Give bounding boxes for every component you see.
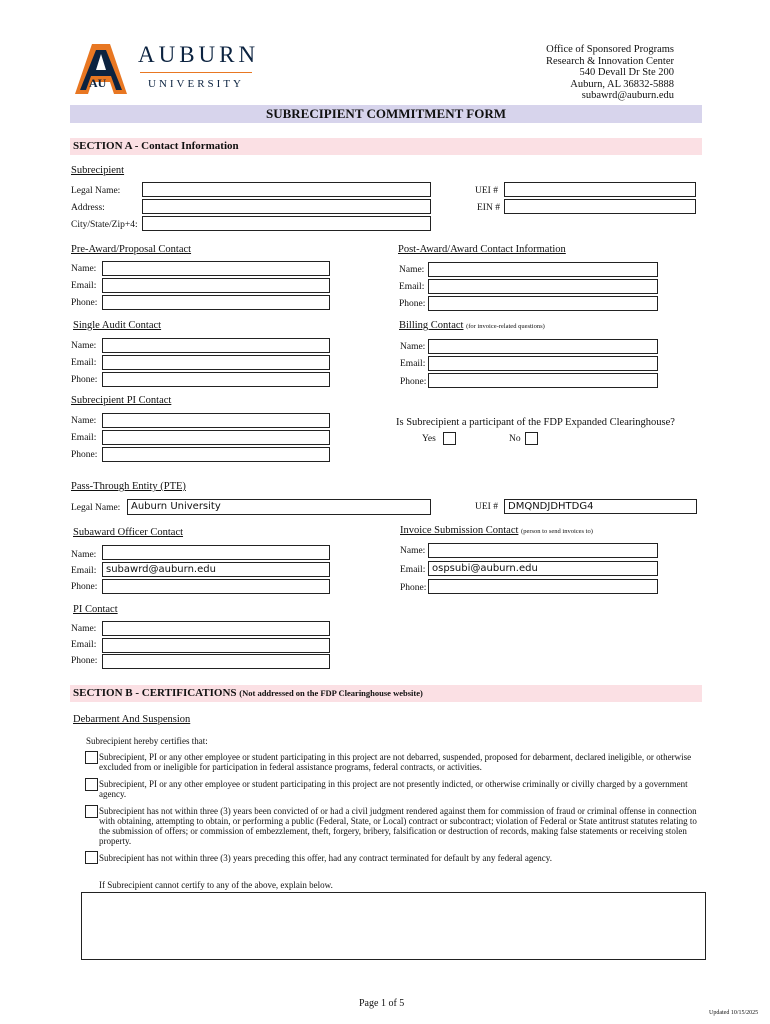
fdp-yes-checkbox[interactable] [443, 432, 456, 445]
inv-name-label: Name: [400, 546, 426, 556]
auburn-logo [72, 40, 262, 98]
logo-rule [140, 72, 252, 73]
single-audit-name-field[interactable] [102, 338, 330, 353]
sub-pi-phone-field[interactable] [102, 447, 330, 462]
subrecipient-heading: Subrecipient [71, 165, 125, 176]
city-field[interactable] [142, 216, 431, 231]
pre-award-phone-label: Phone: [71, 298, 98, 308]
pi-name-label: Name: [71, 624, 97, 634]
inv-name-field[interactable] [428, 543, 658, 558]
city-label: City/State/Zip+4: [71, 220, 138, 230]
pte-legal-name-field[interactable]: Auburn University [127, 499, 431, 515]
billing-heading-row [399, 320, 545, 331]
explain-label: If Subrecipient cannot certify to any of the above, explain below. [99, 880, 333, 890]
ein-label: EIN # [477, 203, 500, 213]
section-b-note: (Not addressed on the FDP Clearinghouse website) [239, 688, 423, 698]
fdp-no-checkbox[interactable] [525, 432, 538, 445]
so-phone-label: Phone: [71, 582, 98, 592]
ein-field[interactable] [504, 199, 696, 214]
pre-award-email-field[interactable] [102, 278, 330, 293]
pte-legal-name-label: Legal Name: [71, 503, 121, 513]
post-award-name-field[interactable] [428, 262, 658, 277]
office-line: 540 Devall Dr Ste 200 [579, 67, 674, 78]
post-award-heading: Post-Award/Award Contact Information [398, 244, 566, 255]
sub-pi-name-label: Name: [71, 416, 97, 426]
au-monogram-icon [72, 40, 130, 98]
billing-phone-field[interactable] [428, 373, 658, 388]
billing-email-field[interactable] [428, 356, 658, 371]
pi-phone-label: Phone: [71, 656, 98, 666]
cert-checkbox[interactable] [85, 851, 98, 864]
office-line: Office of Sponsored Programs [546, 44, 674, 55]
single-audit-email-label: Email: [71, 358, 97, 368]
inv-email-label: Email: [400, 565, 426, 575]
debarment-heading: Debarment And Suspension [73, 714, 191, 725]
so-email-field[interactable]: subawrd@auburn.edu [102, 562, 330, 577]
inv-email-field[interactable]: ospsubi@auburn.edu [428, 561, 658, 576]
invoice-heading: Invoice Submission Contact [400, 525, 519, 536]
legal-name-label: Legal Name: [71, 186, 121, 196]
pre-award-heading: Pre-Award/Proposal Contact [71, 244, 192, 255]
legal-name-field[interactable] [142, 182, 431, 197]
inv-phone-field[interactable] [428, 579, 658, 594]
cert-checkbox[interactable] [85, 805, 98, 818]
subaward-officer-heading: Subaward Officer Contact [73, 527, 184, 538]
page-number: Page 1 of 5 [359, 998, 405, 1009]
single-audit-phone-label: Phone: [71, 375, 98, 385]
pte-uei-label: UEI # [475, 502, 498, 512]
post-award-email-label: Email: [399, 282, 425, 292]
pre-award-phone-field[interactable] [102, 295, 330, 310]
logo-monogram: AU [89, 76, 107, 90]
pi-email-label: Email: [71, 640, 97, 650]
office-email: subawrd@auburn.edu [581, 90, 674, 101]
sub-pi-email-label: Email: [71, 433, 97, 443]
pi-name-field[interactable] [102, 621, 330, 636]
cert-item: Subrecipient has not within three (3) years preceding this offer, had any contract terminated for default by any federal agency. [99, 853, 552, 863]
post-award-phone-field[interactable] [428, 296, 658, 311]
so-name-field[interactable] [102, 545, 330, 560]
post-award-email-field[interactable] [428, 279, 658, 294]
pte-heading: Pass-Through Entity (PTE) [71, 481, 186, 492]
office-address [546, 44, 674, 102]
address-label: Address: [71, 203, 105, 213]
office-line: Auburn, AL 36832-5888 [570, 78, 674, 90]
pte-uei-field[interactable]: DMQNDJDHTDG4 [504, 499, 697, 514]
billing-note: (for invoice-related questions) [466, 323, 545, 330]
billing-name-field[interactable] [428, 339, 658, 354]
explain-textarea[interactable] [81, 892, 706, 960]
invoice-note: (person to send invoices to) [521, 528, 593, 535]
pre-award-name-label: Name: [71, 264, 97, 274]
pi-contact-heading: PI Contact [73, 604, 118, 615]
single-audit-name-label: Name: [71, 341, 97, 351]
fdp-question: Is Subrecipient a participant of the FDP Expanded Clearinghouse? [396, 417, 675, 428]
sub-pi-email-field[interactable] [102, 430, 330, 445]
fdp-no-label: No [509, 434, 521, 444]
uei-field[interactable] [504, 182, 696, 197]
billing-heading: Billing Contact [399, 320, 464, 331]
post-award-name-label: Name: [399, 265, 425, 275]
form-title: SUBRECIPIENT COMMITMENT FORM [265, 106, 507, 121]
pi-phone-field[interactable] [102, 654, 330, 669]
billing-phone-label: Phone: [400, 377, 427, 387]
so-phone-field[interactable] [102, 579, 330, 594]
section-a-title: SECTION A - Contact Information [73, 140, 239, 152]
so-name-label: Name: [71, 550, 97, 560]
single-audit-heading: Single Audit Contact [73, 320, 162, 331]
single-audit-email-field[interactable] [102, 355, 330, 370]
cert-item: Subrecipient, PI or any other employee or student participating in this project are not presently indicted, or otherwise criminally or civilly charged by a government agency. [99, 779, 688, 799]
pre-award-email-label: Email: [71, 281, 97, 291]
cert-checkbox[interactable] [85, 751, 98, 764]
pre-award-name-field[interactable] [102, 261, 330, 276]
uei-label: UEI # [475, 186, 498, 196]
logo-name: AUBURN [138, 42, 260, 67]
cert-item: Subrecipient has not within three (3) years been convicted of or had a civil judgment rendered against them for commission of fraud or criminal offense in connection with obtaining, attempting to obtain, or performing a public (Federal, State, or Local) contract or subcontract; violation of Federal or State antitrust statutes relating to the submission of offers; or commission of embezzlement, theft, forgery, bribery, falsification or destruction of records, making false statements or receiving stolen property. [99, 806, 697, 846]
sub-pi-phone-label: Phone: [71, 450, 98, 460]
cert-intro: Subrecipient hereby certifies that: [86, 736, 208, 746]
so-email-label: Email: [71, 566, 97, 576]
office-line: Research & Innovation Center [546, 55, 674, 67]
fdp-yes-label: Yes [422, 434, 436, 444]
cert-checkbox[interactable] [85, 778, 98, 791]
address-field[interactable] [142, 199, 431, 214]
billing-name-label: Name: [400, 342, 426, 352]
section-b-title: SECTION B - CERTIFICATIONS [73, 687, 237, 699]
pi-email-field[interactable] [102, 638, 330, 653]
logo-subname: UNIVERSITY [148, 78, 244, 90]
billing-email-label: Email: [400, 359, 426, 369]
post-award-phone-label: Phone: [399, 299, 426, 309]
sub-pi-heading: Subrecipient PI Contact [71, 395, 172, 406]
invoice-heading-row [400, 525, 593, 536]
cert-item: Subrecipient, PI or any other employee or student participating in this project are not debarred, suspended, proposed for debarment, declared ineligible, or otherwise excluded from or ineligible for participation in federal assistance programs, federal contracts, or activities. [99, 752, 692, 772]
section-b-title-row [73, 687, 423, 699]
sub-pi-name-field[interactable] [102, 413, 330, 428]
single-audit-phone-field[interactable] [102, 372, 330, 387]
inv-phone-label: Phone: [400, 583, 427, 593]
updated-date: Updated 10/15/2025 [709, 1010, 759, 1016]
